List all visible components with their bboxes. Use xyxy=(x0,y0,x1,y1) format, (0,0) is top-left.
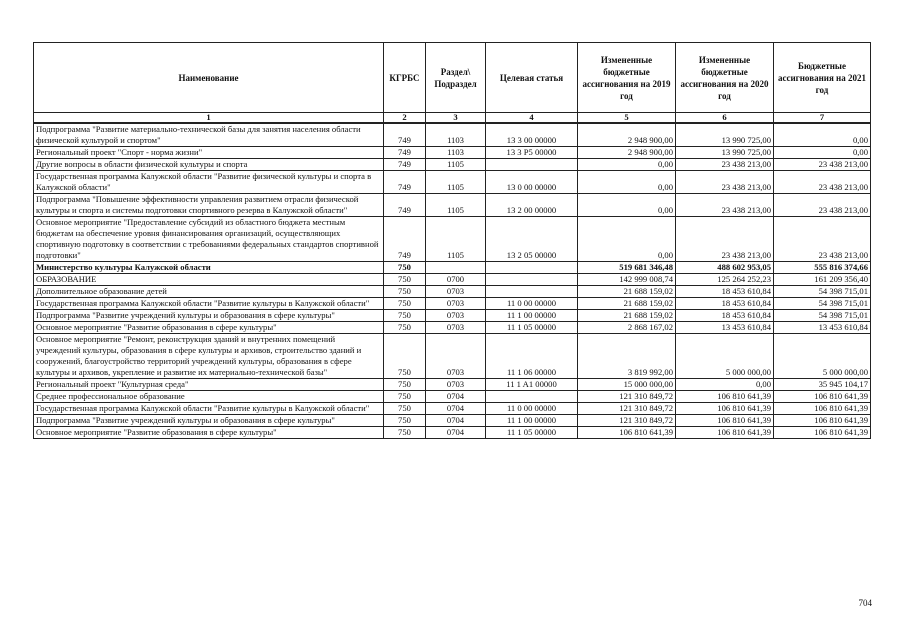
cell-2021: 5 000 000,00 xyxy=(774,334,871,379)
cell-kgrbs: 749 xyxy=(384,217,426,262)
cell-2020: 23 438 213,00 xyxy=(676,194,774,217)
cell-2021: 23 438 213,00 xyxy=(774,194,871,217)
cell-kgrbs: 750 xyxy=(384,286,426,298)
cell-2021: 13 453 610,84 xyxy=(774,322,871,334)
table-row xyxy=(34,334,871,379)
cell-2019: 2 868 167,02 xyxy=(578,322,676,334)
cell-razdel: 0704 xyxy=(426,403,486,415)
cell-2020: 13 990 725,00 xyxy=(676,123,774,147)
cell-kgrbs: 750 xyxy=(384,274,426,286)
cell-celevaya-statya: 11 1 05 00000 xyxy=(486,427,578,439)
cell-2019: 0,00 xyxy=(578,159,676,171)
cell-razdel: 0704 xyxy=(426,391,486,403)
cell-2020: 106 810 641,39 xyxy=(676,391,774,403)
cell-name: Основное мероприятие "Ремонт, реконструкция зданий и внутренних помещений учреждений культуры, образования в сфере культуры и архивов, строительство зданий и сооружений, благоустройство территорий учреждений культуры, образования в сфере культуры и архивов, укрепление и развитие их материально-технической базы" xyxy=(34,334,384,379)
cell-name: Подпрограмма "Повышение эффективности управления развитием отрасли физической культуры и спорта и системы подготовки спортивного резерва в Калужской области" xyxy=(34,194,384,217)
cell-2021: 161 209 356,40 xyxy=(774,274,871,286)
cell-name: Подпрограмма "Развитие учреждений культуры и образования в сфере культуры" xyxy=(34,310,384,322)
column-number-row xyxy=(34,113,871,124)
table-row xyxy=(34,427,871,439)
table-row xyxy=(34,322,871,334)
cell-kgrbs: 750 xyxy=(384,403,426,415)
cell-2020: 23 438 213,00 xyxy=(676,171,774,194)
column-number: 2 xyxy=(384,113,426,124)
cell-celevaya-statya: 11 1 05 00000 xyxy=(486,322,578,334)
cell-name: Основное мероприятие "Предоставление субсидий из областного бюджета местным бюджетам на обеспечение уровня финансирования организаций, осуществляющих спортивную подготовку в соответствии с требованиями федеральных стандартов спортивной подготовки" xyxy=(34,217,384,262)
table-row xyxy=(34,171,871,194)
cell-kgrbs: 750 xyxy=(384,391,426,403)
cell-kgrbs: 750 xyxy=(384,310,426,322)
cell-name: Подпрограмма "Развитие учреждений культуры и образования в сфере культуры" xyxy=(34,415,384,427)
cell-kgrbs: 749 xyxy=(384,194,426,217)
cell-2020: 13 453 610,84 xyxy=(676,322,774,334)
header-2019: Измененные бюджетные ассигнования на 2019 год xyxy=(578,43,676,113)
cell-razdel: 1105 xyxy=(426,159,486,171)
cell-name: Государственная программа Калужской области "Развитие культуры в Калужской области" xyxy=(34,298,384,310)
cell-2019: 106 810 641,39 xyxy=(578,427,676,439)
cell-celevaya-statya: 11 1 00 00000 xyxy=(486,415,578,427)
cell-razdel: 0703 xyxy=(426,334,486,379)
cell-2019: 121 310 849,72 xyxy=(578,415,676,427)
cell-2021: 54 398 715,01 xyxy=(774,286,871,298)
cell-celevaya-statya: 13 3 00 00000 xyxy=(486,123,578,147)
header-razdel: Раздел\ Подраздел xyxy=(426,43,486,113)
table-row xyxy=(34,298,871,310)
cell-razdel: 1103 xyxy=(426,147,486,159)
cell-name: Региональный проект "Спорт - норма жизни" xyxy=(34,147,384,159)
cell-razdel: 1103 xyxy=(426,123,486,147)
cell-kgrbs: 750 xyxy=(384,262,426,274)
cell-celevaya-statya: 11 1 06 00000 xyxy=(486,334,578,379)
cell-2019: 15 000 000,00 xyxy=(578,379,676,391)
cell-2019: 0,00 xyxy=(578,194,676,217)
cell-celevaya-statya: 11 1 00 00000 xyxy=(486,310,578,322)
cell-2020: 23 438 213,00 xyxy=(676,217,774,262)
cell-2019: 21 688 159,02 xyxy=(578,298,676,310)
cell-2019: 142 999 008,74 xyxy=(578,274,676,286)
column-number: 5 xyxy=(578,113,676,124)
cell-2021: 54 398 715,01 xyxy=(774,310,871,322)
cell-2020: 0,00 xyxy=(676,379,774,391)
cell-name: Подпрограмма "Развитие материально-технической базы для занятия населения области физической культурой и спортом" xyxy=(34,123,384,147)
cell-2019: 121 310 849,72 xyxy=(578,391,676,403)
table-row xyxy=(34,286,871,298)
cell-2021: 54 398 715,01 xyxy=(774,298,871,310)
cell-razdel: 0703 xyxy=(426,310,486,322)
cell-name: Среднее профессиональное образование xyxy=(34,391,384,403)
cell-celevaya-statya: 11 0 00 00000 xyxy=(486,403,578,415)
header-2021: Бюджетные ассигнования на 2021 год xyxy=(774,43,871,113)
cell-2021: 23 438 213,00 xyxy=(774,159,871,171)
cell-razdel: 0704 xyxy=(426,415,486,427)
cell-2020: 18 453 610,84 xyxy=(676,298,774,310)
page-number: 704 xyxy=(858,598,872,608)
cell-kgrbs: 750 xyxy=(384,322,426,334)
cell-2021: 23 438 213,00 xyxy=(774,171,871,194)
cell-razdel: 1105 xyxy=(426,171,486,194)
table-row xyxy=(34,391,871,403)
cell-razdel: 1105 xyxy=(426,217,486,262)
cell-razdel: 0703 xyxy=(426,286,486,298)
cell-celevaya-statya: 13 2 00 00000 xyxy=(486,194,578,217)
cell-2021: 23 438 213,00 xyxy=(774,217,871,262)
table-row xyxy=(34,217,871,262)
cell-2019: 3 819 992,00 xyxy=(578,334,676,379)
cell-celevaya-statya: 11 1 A1 00000 xyxy=(486,379,578,391)
cell-celevaya-statya: 13 0 00 00000 xyxy=(486,171,578,194)
cell-kgrbs: 750 xyxy=(384,427,426,439)
header-2020: Измененные бюджетные ассигнования на 2020 год xyxy=(676,43,774,113)
cell-name: Дополнительное образование детей xyxy=(34,286,384,298)
cell-kgrbs: 750 xyxy=(384,334,426,379)
cell-2020: 106 810 641,39 xyxy=(676,403,774,415)
cell-celevaya-statya xyxy=(486,274,578,286)
column-number: 3 xyxy=(426,113,486,124)
table-row xyxy=(34,194,871,217)
cell-razdel: 0703 xyxy=(426,322,486,334)
header-kgrbs: КГРБС xyxy=(384,43,426,113)
table-row xyxy=(34,310,871,322)
cell-2020: 125 264 252,23 xyxy=(676,274,774,286)
cell-2021: 106 810 641,39 xyxy=(774,391,871,403)
cell-celevaya-statya: 13 2 05 00000 xyxy=(486,217,578,262)
cell-razdel: 0703 xyxy=(426,298,486,310)
cell-2019: 519 681 346,48 xyxy=(578,262,676,274)
cell-2019: 121 310 849,72 xyxy=(578,403,676,415)
cell-2020: 18 453 610,84 xyxy=(676,286,774,298)
cell-2021: 0,00 xyxy=(774,123,871,147)
column-number: 6 xyxy=(676,113,774,124)
cell-2020: 106 810 641,39 xyxy=(676,415,774,427)
cell-2020: 106 810 641,39 xyxy=(676,427,774,439)
column-number: 4 xyxy=(486,113,578,124)
cell-2019: 2 948 900,00 xyxy=(578,123,676,147)
cell-name: Региональный проект "Культурная среда" xyxy=(34,379,384,391)
cell-2021: 35 945 104,17 xyxy=(774,379,871,391)
cell-celevaya-statya xyxy=(486,391,578,403)
cell-2019: 0,00 xyxy=(578,171,676,194)
cell-2021: 555 816 374,66 xyxy=(774,262,871,274)
cell-kgrbs: 750 xyxy=(384,298,426,310)
cell-2019: 21 688 159,02 xyxy=(578,286,676,298)
budget-table xyxy=(33,42,871,439)
column-number: 1 xyxy=(34,113,384,124)
cell-2020: 13 990 725,00 xyxy=(676,147,774,159)
cell-2019: 0,00 xyxy=(578,217,676,262)
cell-2020: 23 438 213,00 xyxy=(676,159,774,171)
cell-razdel: 0703 xyxy=(426,379,486,391)
cell-2020: 5 000 000,00 xyxy=(676,334,774,379)
table-row xyxy=(34,415,871,427)
cell-kgrbs: 749 xyxy=(384,147,426,159)
cell-2021: 106 810 641,39 xyxy=(774,403,871,415)
cell-2019: 21 688 159,02 xyxy=(578,310,676,322)
table-row xyxy=(34,403,871,415)
cell-name: Основное мероприятие "Развитие образования в сфере культуры" xyxy=(34,322,384,334)
cell-name: ОБРАЗОВАНИЕ xyxy=(34,274,384,286)
cell-celevaya-statya xyxy=(486,159,578,171)
table-header-row xyxy=(34,43,871,113)
cell-celevaya-statya: 11 0 00 00000 xyxy=(486,298,578,310)
cell-name: Другие вопросы в области физической культуры и спорта xyxy=(34,159,384,171)
cell-2020: 488 602 953,05 xyxy=(676,262,774,274)
cell-kgrbs: 749 xyxy=(384,159,426,171)
cell-name: Министерство культуры Калужской области xyxy=(34,262,384,274)
header-celevaya-statya: Целевая статья xyxy=(486,43,578,113)
cell-name: Государственная программа Калужской области "Развитие культуры в Калужской области" xyxy=(34,403,384,415)
table-row xyxy=(34,379,871,391)
table-row xyxy=(34,262,871,274)
header-name: Наименование xyxy=(34,43,384,113)
cell-2019: 2 948 900,00 xyxy=(578,147,676,159)
cell-2021: 106 810 641,39 xyxy=(774,415,871,427)
table-row xyxy=(34,274,871,286)
cell-name: Государственная программа Калужской области "Развитие физической культуры и спорта в Калужской области" xyxy=(34,171,384,194)
cell-celevaya-statya xyxy=(486,262,578,274)
cell-kgrbs: 750 xyxy=(384,415,426,427)
cell-celevaya-statya: 13 3 P5 00000 xyxy=(486,147,578,159)
cell-name: Основное мероприятие "Развитие образования в сфере культуры" xyxy=(34,427,384,439)
cell-celevaya-statya xyxy=(486,286,578,298)
table-row xyxy=(34,159,871,171)
cell-kgrbs: 749 xyxy=(384,123,426,147)
cell-2021: 106 810 641,39 xyxy=(774,427,871,439)
cell-razdel: 1105 xyxy=(426,194,486,217)
cell-razdel: 0700 xyxy=(426,274,486,286)
cell-2020: 18 453 610,84 xyxy=(676,310,774,322)
table-row xyxy=(34,147,871,159)
cell-kgrbs: 749 xyxy=(384,171,426,194)
table-row xyxy=(34,123,871,147)
cell-razdel xyxy=(426,262,486,274)
cell-2021: 0,00 xyxy=(774,147,871,159)
cell-kgrbs: 750 xyxy=(384,379,426,391)
cell-razdel: 0704 xyxy=(426,427,486,439)
column-number: 7 xyxy=(774,113,871,124)
table-body xyxy=(34,123,871,439)
